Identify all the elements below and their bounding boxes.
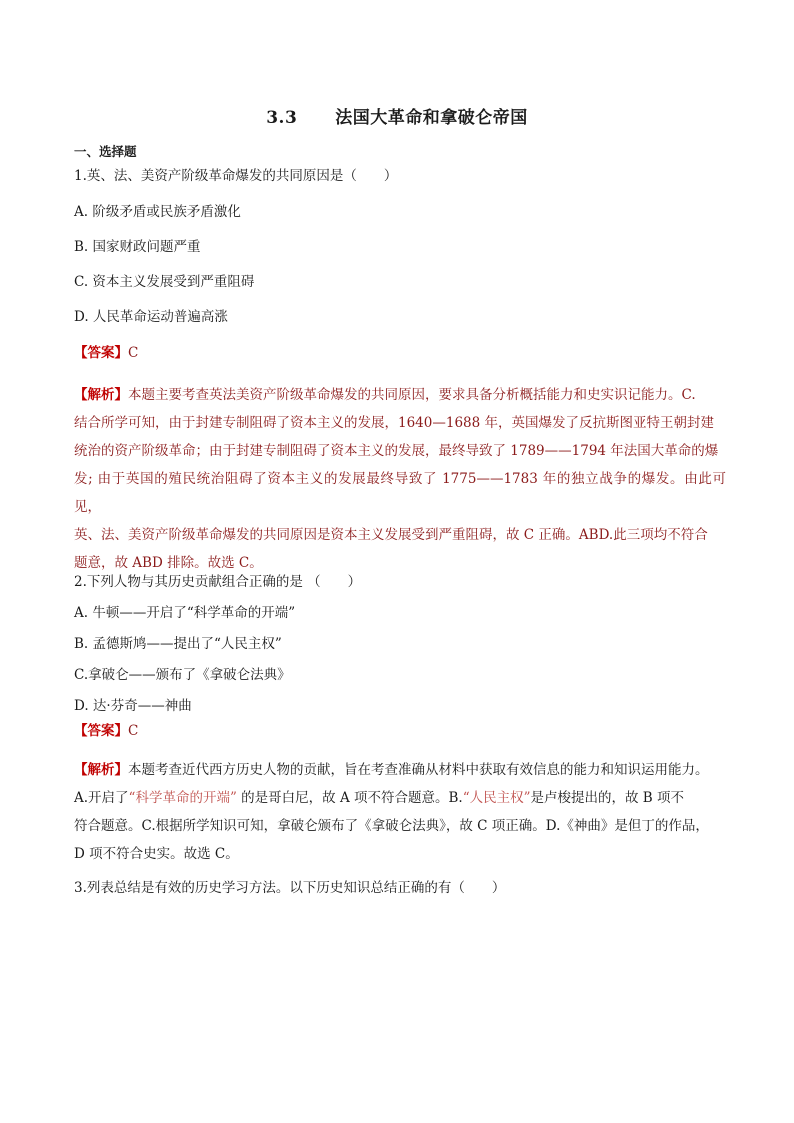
q1-analysis-line: 【解析】本题主要考查英法美资产阶级革命爆发的共同原因，要求具备分析概括能力和史实识记能力。C. [74,387,696,403]
q2-analysis-label: 【解析】 [74,762,128,778]
q2-option-c: C.拿破仑——颁布了《拿破仑法典》 [74,667,291,683]
q2-analysis-line: 【解析】本题考查近代西方历史人物的贡献，旨在考查准确从材料中获取有效信息的能力和知识运用能力。 [74,762,709,778]
page-title [0,103,794,128]
q1-analysis-line: 结合所学可知，由于封建专制阻碍了资本主义的发展，1640—1688 年，英国爆发了反抗斯图亚特王朝封建 [74,415,715,431]
title-text: 法国大革命和拿破仑帝国 [335,108,528,128]
q1-analysis-line: 题意，故 ABD 排除。故选 C。 [74,555,263,571]
section-heading: 一、选择题 [74,144,137,159]
q2-analysis-line: A.开启了“科学革命的开端” 的是哥白尼，故 A 项不符合题意。B.“人民主权”是卢梭提出的，故 B 项不 [74,790,685,806]
q2-option-d: D. 达·芬奇——神曲 [74,698,192,714]
q1-option-b: B. 国家财政问题严重 [74,239,201,255]
q1-analysis-line: 英、法、美资产阶级革命爆发的共同原因是资本主义发展受到严重阻碍，故 C 正确。ABD.此三项均不符合 [74,527,708,543]
q2-option-b: B. 孟德斯鸠——提出了“人民主权” [74,636,282,652]
q2-answer [74,721,138,741]
q1-option-c: C. 资本主义发展受到严重阻碍 [74,274,255,290]
q1-option-d: D. 人民革命运动普遍高涨 [74,309,228,325]
q2-analysis-line: 符合题意。C.根据所学知识可知，拿破仑颁布了《拿破仑法典》，故 C 项正确。D.《神曲》是但丁的作品， [74,818,709,834]
q1-analysis [74,381,726,577]
q2-answer-label: 【答案】 [74,723,128,739]
q1-stem: 1.英、法、美资产阶级革命爆发的共同原因是（ ） [74,168,398,184]
q2-analysis [74,756,726,868]
q3-stem: 3.列表总结是有效的历史学习方法。以下历史知识总结正确的有（ ） [74,880,506,896]
q2-analysis-line: D 项不符合史实。故选 C。 [74,846,239,862]
q1-answer-value: C [128,345,139,361]
q2-answer-value: C [128,723,139,739]
q2-option-a: A. 牛顿——开启了“科学革命的开端” [74,605,296,621]
title-number: 3.3 [266,108,298,128]
q1-analysis-line: 统治的资产阶级革命；由于封建专制阻碍了资本主义的发展，最终导致了 1789——1794 年法国大革命的爆 [74,443,719,459]
q1-analysis-label: 【解析】 [74,387,128,403]
q1-answer [74,343,138,363]
q1-option-a: A. 阶级矛盾或民族矛盾激化 [74,204,241,220]
q2-stem: 2.下列人物与其历史贡献组合正确的是 （ ） [74,574,362,590]
q1-analysis-line: 发; 由于英国的殖民统治阻碍了资本主义的发展最终导致了 1775——1783 年的独立战争的爆发。由此可见， [74,471,726,515]
q1-answer-label: 【答案】 [74,345,128,361]
